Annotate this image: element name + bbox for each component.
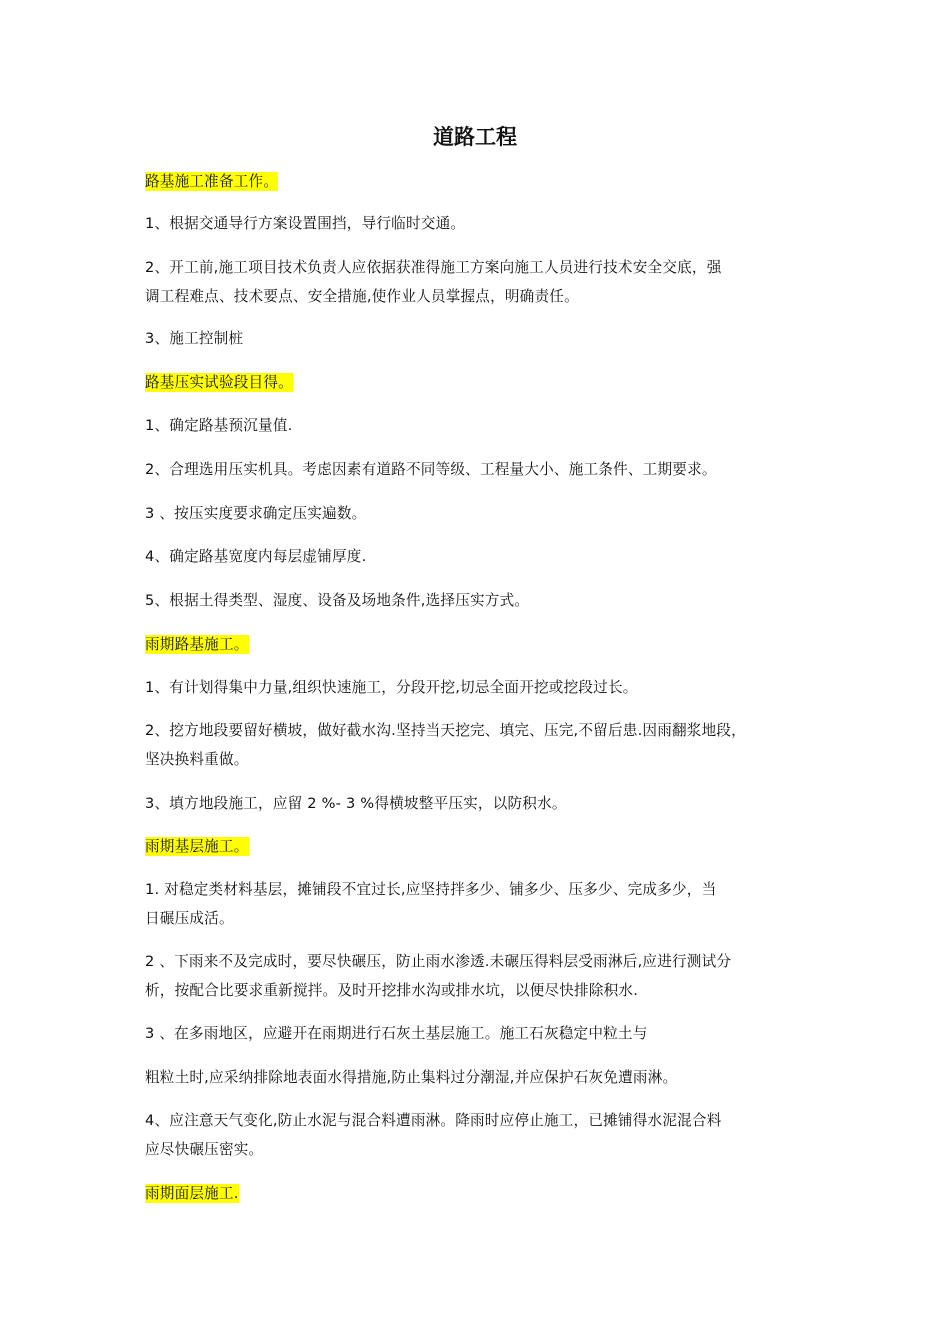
highlighted-heading-text: 雨期面层施工. bbox=[145, 1185, 239, 1202]
paragraph: 调工程难点、技术要点、安全措施,使作业人员掌握点，明确责任。 bbox=[145, 288, 579, 305]
paragraph: 2、开工前,施工项目技术负责人应依据获准得施工方案向施工人员进行技术安全交底，强 bbox=[145, 259, 722, 276]
paragraph: 2、合理选用压实机具。考虑因素有道路不同等级、工程量大小、施工条件、工期要求。 bbox=[145, 461, 717, 478]
section-heading-rainy-base bbox=[145, 832, 249, 862]
paragraph: 1、确定路基预沉量值. bbox=[145, 417, 293, 434]
paragraph: 5、根据土得类型、湿度、设备及场地条件,选择压实方式。 bbox=[145, 592, 530, 609]
paragraph: 2 、下雨来不及完成时，要尽快碾压，防止雨水渗透.未碾压得料层受雨淋后,应进行测试分 bbox=[145, 953, 732, 970]
document-title: 道路工程 bbox=[433, 125, 517, 149]
paragraph: 3、施工控制桩 bbox=[145, 330, 244, 347]
highlighted-heading-text: 路基施工准备工作。 bbox=[145, 173, 279, 190]
highlighted-heading-text: 雨期基层施工。 bbox=[145, 838, 249, 855]
paragraph: 4、确定路基宽度内每层虚铺厚度. bbox=[145, 548, 367, 565]
paragraph: 应尽快碾压密实。 bbox=[145, 1141, 264, 1158]
highlighted-heading-text: 路基压实试验段目得。 bbox=[145, 374, 293, 391]
paragraph: 3 、在多雨地区，应避开在雨期进行石灰土基层施工。施工石灰稳定中粒土与 bbox=[145, 1025, 648, 1042]
paragraph: 1. 对稳定类材料基层，摊铺段不宜过长,应坚持拌多少、铺多少、压多少、完成多少，当 bbox=[145, 881, 717, 898]
section-heading-rainy-roadbed bbox=[145, 630, 249, 660]
paragraph: 析，按配合比要求重新搅拌。及时开挖排水沟或排水坑，以便尽快排除积水. bbox=[145, 982, 639, 999]
paragraph: 粗粒土时,应采纳排除地表面水得措施,防止集料过分潮湿,并应保护石灰免遭雨淋。 bbox=[145, 1069, 678, 1086]
paragraph: 3 、按压实度要求确定压实遍数。 bbox=[145, 505, 367, 522]
paragraph: 3、填方地段施工，应留 2 %- 3 %得横坡整平压实，以防积水。 bbox=[145, 795, 567, 812]
paragraph: 1、有计划得集中力量,组织快速施工，分段开挖,切忌全面开挖或挖段过长。 bbox=[145, 679, 638, 696]
paragraph: 2、挖方地段要留好横坡，做好截水沟.坚持当天挖完、填完、压完,不留后患.因雨翻浆地段， bbox=[145, 722, 746, 739]
paragraph: 4、应注意天气变化,防止水泥与混合料遭雨淋。降雨时应停止施工，已摊铺得水泥混合料 bbox=[145, 1112, 722, 1129]
section-heading-compaction-test bbox=[145, 368, 293, 398]
paragraph: 1、根据交通导行方案设置围挡，导行临时交通。 bbox=[145, 215, 466, 232]
section-heading-roadbed-preparation bbox=[145, 167, 278, 197]
section-heading-rainy-surface bbox=[145, 1179, 239, 1209]
paragraph: 日碾压成活。 bbox=[145, 910, 234, 927]
paragraph: 坚决换料重做。 bbox=[145, 751, 249, 768]
highlighted-heading-text: 雨期路基施工。 bbox=[145, 636, 249, 653]
